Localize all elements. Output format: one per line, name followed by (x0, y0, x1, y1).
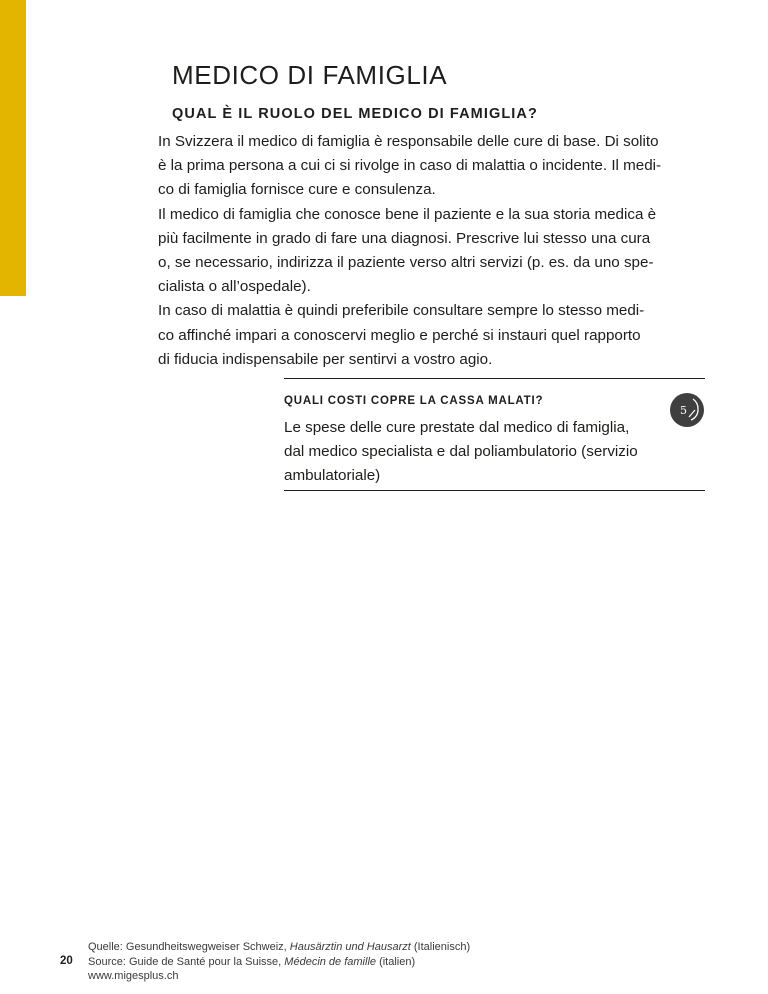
page-title: MEDICO DI FAMIGLIA (172, 60, 448, 90)
section-heading: QUAL È IL RUOLO DEL MEDICO DI FAMIGLIA? (172, 106, 538, 122)
footer-website: www.migesplus.ch (88, 970, 179, 982)
badge-number: 5 (680, 404, 687, 417)
box-heading: QUALI COSTI COPRE LA CASSA MALATI? (284, 395, 544, 407)
body-line: co di famiglia fornisce cure e consulenza. (158, 181, 436, 199)
body-line: di fiducia indispensabile per sentirvi a vostro agio. (158, 350, 493, 368)
cross-reference-badge-icon (667, 390, 707, 430)
insurance-info-box (284, 378, 705, 491)
footer-source-fr: Source: Guide de Santé pour la Suisse, Médecin de famille (italien) (88, 955, 416, 968)
body-line: In caso di malattia è quindi preferibile consultare sempre lo stesso medi- (158, 302, 645, 320)
body-line: co affinché impari a conoscervi meglio e perché si instauri quel rapporto (158, 326, 641, 344)
section-body (158, 130, 713, 372)
accent-bar (0, 0, 26, 296)
body-line: o, se necessario, indirizza il paziente verso altri servizi (p. es. da uno spe- (158, 254, 654, 272)
box-body (284, 416, 684, 488)
box-line: dal medico specialista e dal poliambulatorio (servizio (284, 443, 638, 460)
body-line: più facilmente in grado di fare una diagnosi. Prescrive lui stesso una cura (158, 229, 651, 247)
body-line: cialista o all’ospedale). (158, 278, 311, 296)
box-line: ambulatoriale) (284, 467, 381, 484)
body-line: è la prima persona a cui ci si rivolge in caso di malattia o incidente. Il medi- (158, 157, 662, 175)
box-line: Le spese delle cure prestate dal medico di famiglia, (284, 419, 630, 436)
footer-credits (88, 940, 470, 984)
footer-source-de: Quelle: Gesundheitswegweiser Schweiz, Hausärztin und Hausarzt (Italienisch) (88, 941, 471, 953)
page-number: 20 (60, 955, 73, 967)
body-line: In Svizzera il medico di famiglia è responsabile delle cure di base. Di solito (158, 133, 659, 150)
body-line: Il medico di famiglia che conosce bene il paziente e la sua storia medica è (158, 205, 657, 223)
